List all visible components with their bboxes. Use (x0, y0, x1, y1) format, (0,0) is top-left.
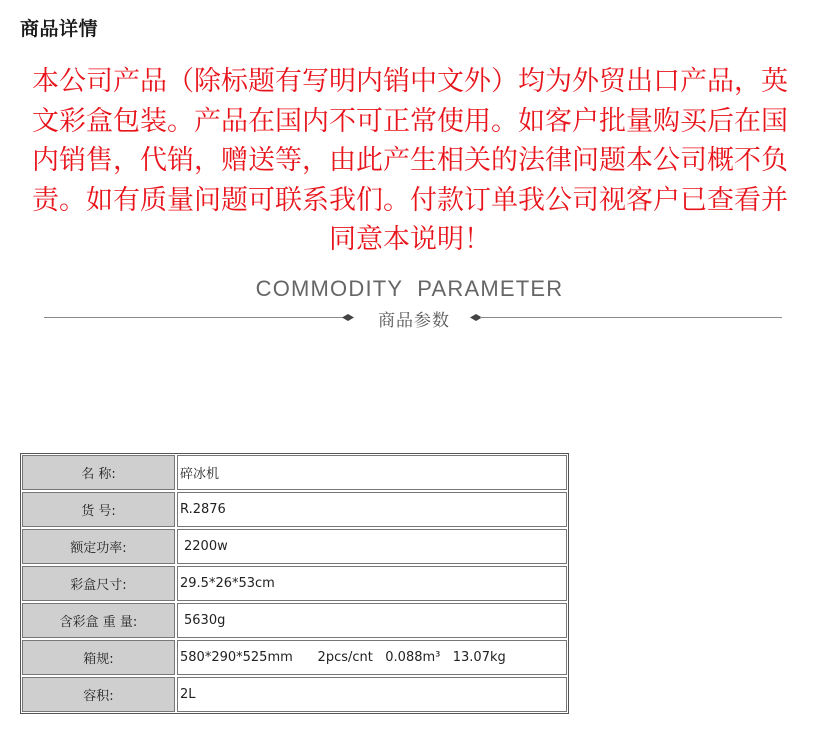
notice-text: 本公司产品（除标题有写明内销中文外）均为外贸出口产品，英文彩盒包装。产品在国内不可正常使用。如客户批量购买后在国内销售，代销，赠送等，由此产生相关的法律问题本公司概不负责。如有质量问题可联系我们。付款订单我公司视客户已查看并同意本说明！ (32, 66, 788, 255)
param-label: 彩盒尺寸: (22, 566, 175, 601)
param-table (20, 453, 569, 714)
param-row-name (22, 455, 567, 490)
param-label: 箱规: (22, 640, 175, 675)
param-subtitle: 商品参数 (378, 311, 450, 331)
param-value: 5630g (177, 603, 567, 638)
param-heading-word2: PARAMETER (417, 276, 564, 301)
param-row-carton (22, 640, 567, 675)
section-title: 商品详情 (20, 18, 99, 40)
param-row-power (22, 529, 567, 564)
param-label: 货 号: (22, 492, 175, 527)
divider-line-left (44, 317, 344, 318)
param-label: 额定功率: (22, 529, 175, 564)
param-value: 580*290*525mm 2pcs/cnt 0.088m³ 13.07kg (177, 640, 567, 675)
param-value: 29.5*26*53cm (177, 566, 567, 601)
param-row-weight (22, 603, 567, 638)
param-value: 2L (177, 677, 567, 712)
param-heading-word1: COMMODITY (255, 276, 404, 301)
param-heading (0, 276, 819, 302)
param-label: 含彩盒 重 量: (22, 603, 175, 638)
param-label: 名 称: (22, 455, 175, 490)
param-value: R.2876 (177, 492, 567, 527)
param-label: 容积: (22, 677, 175, 712)
param-row-item-number (22, 492, 567, 527)
diamond-left-icon (342, 314, 354, 321)
param-value: 碎冰机 (177, 455, 567, 490)
param-row-box-size (22, 566, 567, 601)
param-divider (44, 306, 782, 330)
divider-line-right (480, 317, 782, 318)
param-value: 2200w (177, 529, 567, 564)
param-row-capacity (22, 677, 567, 712)
